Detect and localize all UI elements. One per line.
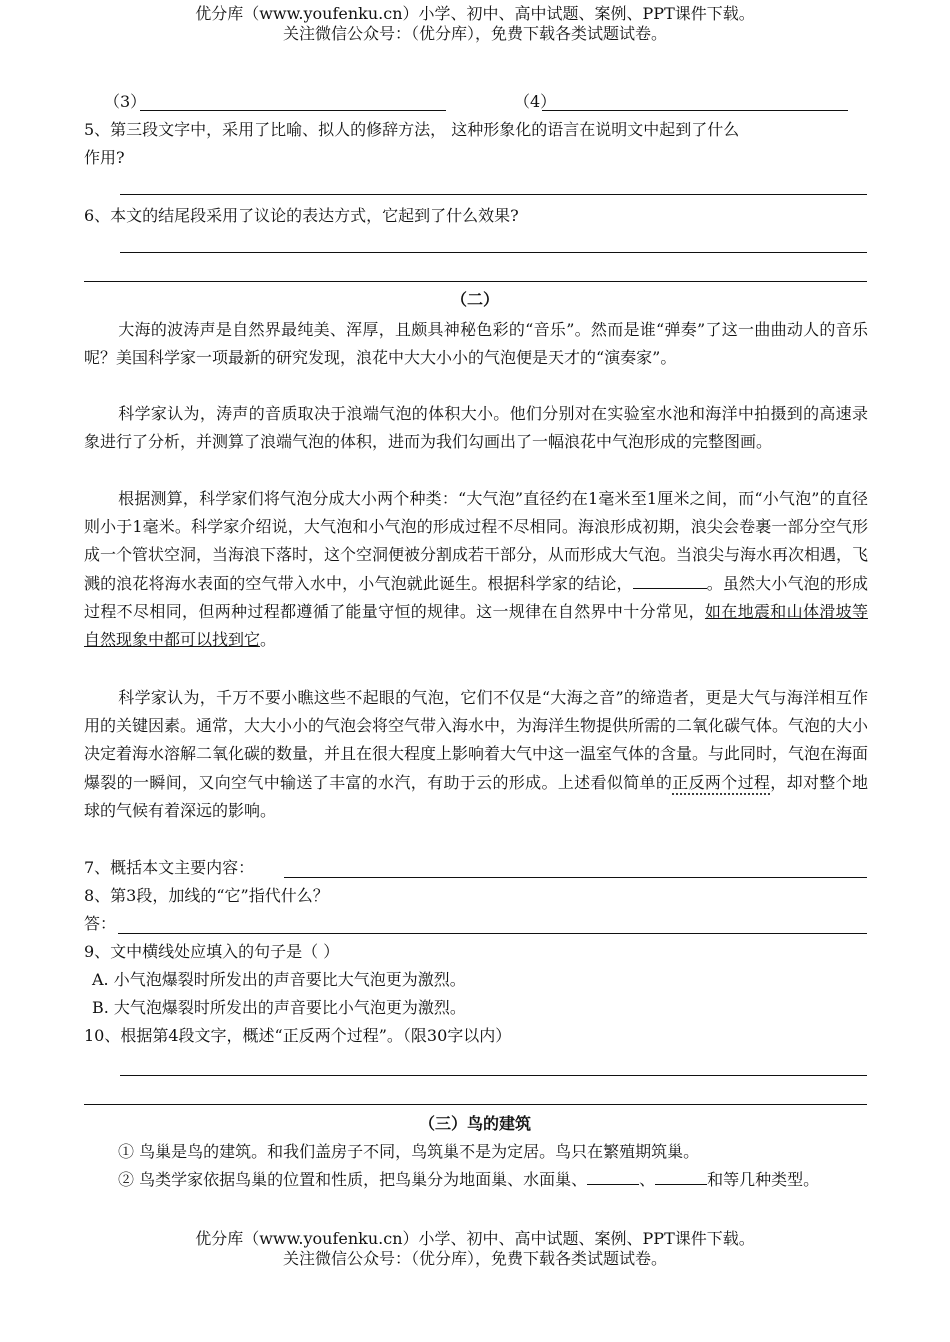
page-header-line1: 优分库（www.youfenku.cn）小学、初中、高中试题、案例、PPT课件下载。: [195, 4, 755, 23]
section-2-title: （二）: [450, 290, 499, 309]
passage-2-paragraph-3: [84, 485, 868, 654]
passage-2-paragraph-1: [84, 316, 868, 372]
passage-2-paragraph-2: [84, 400, 868, 456]
passage-blank[interactable]: [633, 572, 707, 589]
passage-3-paragraph-2-text-d: 等几种类型。: [723, 1170, 820, 1189]
passage-2-paragraph-1-text: 大海的波涛声是自然界最纯美、浑厚，且颇具神秘色彩的“音乐”。然而是谁“弹奏”了这一曲曲动人的音乐呢？美国科学家一项最新的研究发现，浪花中大大小小的气泡便是天才的“演奏家”。: [84, 320, 868, 368]
question-10-answer-line-1[interactable]: [120, 1075, 867, 1076]
page-header-line2: 关注微信公众号：（优分库），免费下载各类试题试卷。: [282, 24, 667, 43]
passage-3-paragraph-2: [84, 1166, 868, 1194]
question-8: 8、第3段，加线的“它”指代什么？: [84, 886, 329, 905]
item-4-answer-line[interactable]: [542, 110, 848, 111]
question-10: 10、根据第4段文字，概述“正反两个过程”。（限30字以内）: [84, 1026, 512, 1045]
question-9: 9、文中横线处应填入的句子是（ ）: [84, 942, 340, 961]
question-9-option-b[interactable]: B. 大气泡爆裂时所发出的声音要比小气泡更为激烈。: [92, 998, 466, 1017]
question-8-answer-line[interactable]: [118, 933, 867, 934]
passage-3-paragraph-2-text-a: ② 鸟类学家依据鸟巢的位置和性质，把鸟巢分为地面巢、水面巢、: [118, 1170, 588, 1189]
passage-3-separator: 、: [639, 1170, 656, 1189]
passage-2-paragraph-4: [84, 684, 868, 825]
question-5-answer-line[interactable]: [120, 194, 867, 195]
question-5-line1: 5、第三段文字中，采用了比喻、拟人的修辞方法， 这种形象化的语言在说明文中起到了什么: [84, 120, 740, 139]
item-4-label: （4）: [514, 92, 557, 111]
passage-3-paragraph-1: ① 鸟巢是鸟的建筑。和我们盖房子不同，鸟筑巢不是为定居。鸟只在繁殖期筑巢。: [118, 1142, 700, 1161]
question-6: 6、本文的结尾段采用了议论的表达方式，它起到了什么效果?: [84, 206, 519, 225]
question-7-answer-line[interactable]: [284, 877, 867, 878]
question-6-answer-line-1[interactable]: [120, 252, 867, 253]
item-3-label: （3）: [104, 92, 147, 111]
section-3-title: （三）鸟的建筑: [418, 1114, 531, 1133]
question-6-answer-line-2[interactable]: [84, 281, 867, 282]
item-4-row: [514, 88, 950, 116]
blank-1[interactable]: [587, 1168, 639, 1185]
underlined-phrase: 如在地震和山体滑坡等自然现象中都可以找到它: [84, 601, 868, 650]
page-footer-line1: 优分库（www.youfenku.cn）小学、初中、高中试题、案例、PPT课件下载。: [195, 1229, 755, 1248]
page-footer-line2: 关注微信公众号：（优分库），免费下载各类试题试卷。: [282, 1249, 667, 1268]
question-10-answer-line-2[interactable]: [84, 1104, 867, 1105]
dotted-phrase: 正反两个过程: [672, 772, 771, 792]
passage-2-paragraph-3-text-d: 。: [260, 630, 277, 650]
passage-2-paragraph-3-text-a: 根据测算，科学家们将气泡分成大小两个种类：“大气泡”直径约在1毫米至1厘米之间，而“小气泡”的直径则小于1毫米。科学家介绍说，大气泡和小气泡的形成过程不尽相同。海浪形成初期，浪尖会卷裹一部分空气形成一个管状空洞，当海浪下落时，这个空洞便被分割成若干部分，从而形成大气泡。当浪尖与海水再次相遇，飞溅的浪花将海水表面的空气带入水中，小气泡就此诞生。根据科学家的结论，: [84, 489, 869, 593]
passage-2-paragraph-4-text-a: 科学家认为，千万不要小瞧这些不起眼的气泡，它们不仅是“大海之音”的缔造者，更是大气与海洋相互作用的关键因素。通常，大大小小的气泡会将空气带入海水中，为海洋生物提供所需的二氧化碳气体。气泡的大小决定着海水溶解二氧化碳的数量，并且在很大程度上影响着大气中这一温室气体的含量。与此同时，气泡在海面爆裂的一瞬间，又向空气中输送了丰富的水汽，有助于云的形成。上述看似简单的: [84, 688, 869, 792]
question-5-line2: 作用?: [84, 148, 125, 167]
question-8-answer-label: 答：: [84, 914, 117, 933]
item-3-answer-line[interactable]: [140, 110, 446, 111]
question-9-option-a[interactable]: A. 小气泡爆裂时所发出的声音要比大气泡更为激烈。: [92, 970, 466, 989]
passage-3-and: 和: [707, 1170, 724, 1189]
passage-2-paragraph-4-text-c: ，却对整个地球的气候有着深远的影响。: [84, 772, 868, 820]
passage-2-paragraph-3-text-b: 。虽然大小气泡的形成过程不尽相同，但两种过程都遵循了能量守恒的规律。这一规律在自然界中十分常见，: [84, 573, 868, 621]
passage-2-paragraph-2-text: 科学家认为，涛声的音质取决于浪端气泡的体积大小。他们分别对在实验室水池和海洋中拍摄到的高速录象进行了分析，并测算了浪端气泡的体积，进而为我们勾画出了一幅浪花中气泡形成的完整图画。: [84, 404, 868, 452]
question-7: 7、概括本文主要内容：: [84, 858, 255, 877]
blank-2[interactable]: [655, 1168, 707, 1185]
